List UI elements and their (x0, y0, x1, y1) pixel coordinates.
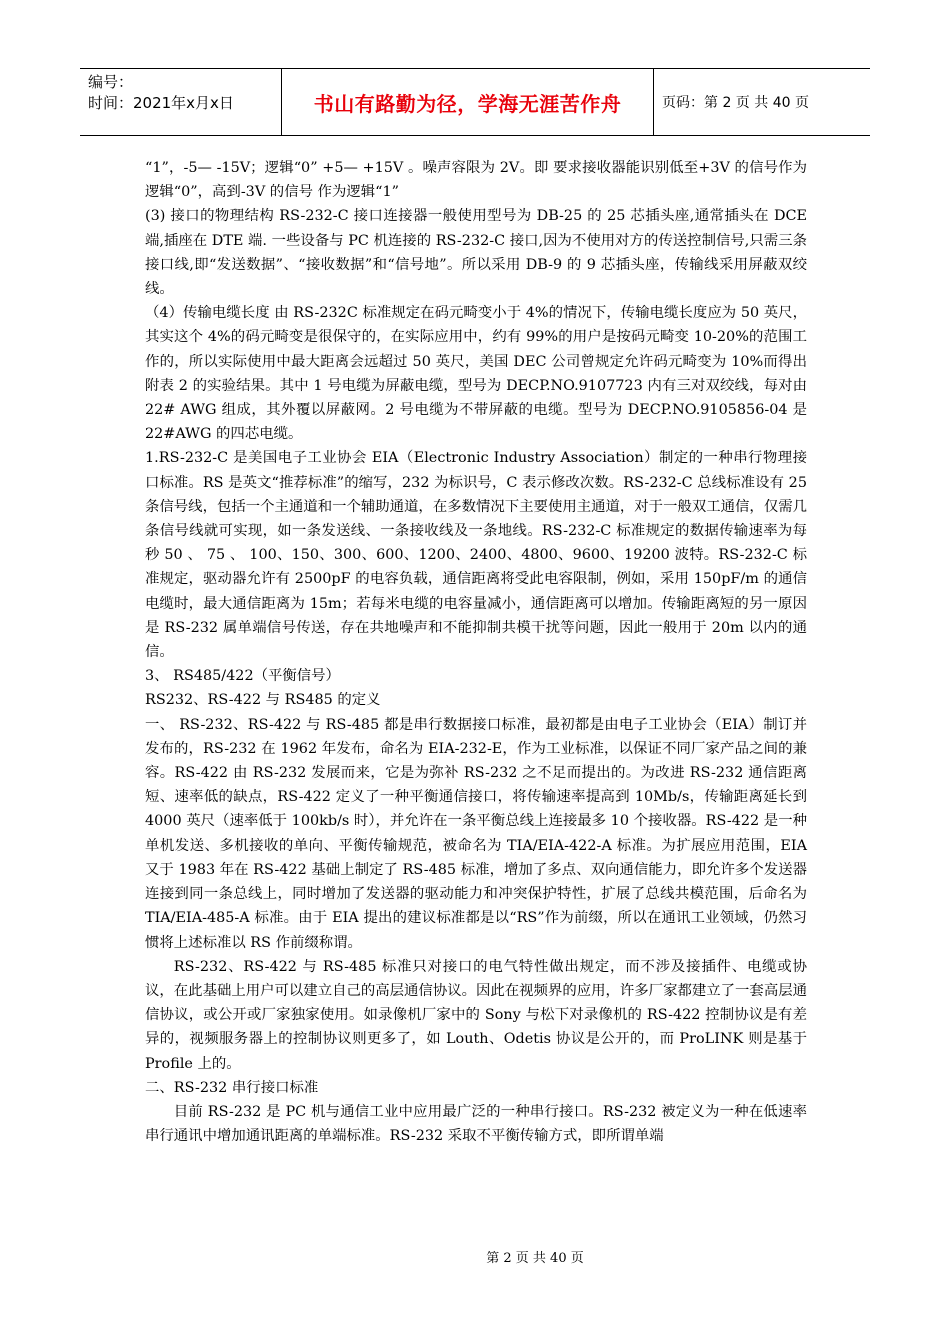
section-heading-rs485-422: 3、 RS485/422（平衡信号） (145, 668, 340, 685)
header-meta (80, 69, 282, 135)
page-footer: 第 2 页 共 40 页 (486, 1251, 584, 1266)
paragraph-rs232c-standard: 1.RS-232-C 是美国电子工业协会 EIA（Electronic Industry Association）制定的一种串行物理接口标准。RS 是英文“推荐标准”的缩写，232 为标识号，C 表示修改次数。RS-232-C 总线标准设有 25 条信号线，包括一个主通道和一个辅助通道，在多数情况下主要使用主通道，对于一般双工通信，仅需几条信号线就可实现，如一条发送线、一条接收线及一条地线。RS-232-C 标准规定的数据传输速率为每秒 50 、 75 、 100、150、300、600、1200、2400、4800、9600、19200 波特。RS-232-C 标准规定，驱动器允许有 2500pF 的电容负载，通信距离将受此电容限制，例如，采用 150pF/m 的通信电缆时，最大通信距离为 15m；若每米电缆的电容量减小，通信距离可以增加。传输距离短的另一原因是 RS-232 属单端信号传送，存在共地噪声和不能抑制共模干扰等问题，因此一般用于 20m 以内的通信。 (145, 450, 807, 661)
section-heading-rs232: 二、RS-232 串行接口标准 (145, 1079, 319, 1096)
paragraph-logic-levels: “1”，-5— -15V；逻辑“0” +5— +15V 。噪声容限为 2V。即 要求接收器能识别低至+3V 的信号作为逻辑“0”，高到-3V 的信号 作为逻辑“1” (145, 160, 807, 201)
paragraph-physical-structure: (3) 接口的物理结构 RS-232-C 接口连接器一般使用型号为 DB-25 的 25 芯插头座,通常插头在 DCE 端,插座在 DTE 端. 一些设备与 PC 机连接的 RS-232-C 接口,因为不使用对方的传送控制信号,只需三条接口线,即“发送数据”、“接收数据”和“信号地”。所以采用 DB-9 的 9 芯插头座，传输线采用屏蔽双绞线。 (145, 208, 807, 298)
header-page-number: 页码：第 2 页 共 40 页 (662, 95, 809, 111)
paragraph-definitions: 一、 RS-232、RS-422 与 RS-485 都是串行数据接口标准，最初都是由电子工业协会（EIA）制订并发布的，RS-232 在 1962 年发布，命名为 EIA-232-E，作为工业标准，以保证不同厂家产品之间的兼容。RS-422 由 RS-232 发展而来，它是为弥补 RS-232 之不足而提出的。为改进 RS-232 通信距离短、速率低的缺点，RS-422 定义了一种平衡通信接口，将传输速率提高到 10Mb/s，传输距离延长到 4000 英尺（速率低于 100kb/s 时），并允许在一条平衡总线上连接最多 10 个接收器。RS-422 是一种单机发送、多机接收的单向、平衡传输规范，被命名为 TIA/EIA-422-A 标准。为扩展应用范围，EIA 又于 1983 年在 RS-422 基础上制定了 RS-485 标准，增加了多点、双向通信能力，即允许多个发送器连接到同一条总线上，同时增加了发送器的驱动能力和冲突保护特性，扩展了总线共模范围，后命名为 TIA/EIA-485-A 标准。由于 EIA 提出的建议标准都是以“RS”作为前缀，所以在通讯工业领域，仍然习惯将上述标准以 RS 作前缀称谓。 (145, 716, 807, 951)
header-time: 时间：2021年x月x日 (88, 94, 234, 112)
header-motto: 书山有路勤为径，学海无涯苦作舟 (282, 69, 654, 135)
header-number: 编号： (88, 73, 134, 91)
section-heading-definitions: RS232、RS-422 与 RS485 的定义 (145, 692, 381, 709)
paragraph-rs232-intro: 目前 RS-232 是 PC 机与通信工业中应用最广泛的一种串行接口。RS-232 被定义为一种在低速率串行通讯中增加通讯距离的单端标准。RS-232 采取不平衡传输方式，即所谓单端 (145, 1103, 807, 1145)
paragraph-electrical-spec: RS-232、RS-422 与 RS-485 标准只对接口的电气特性做出规定，而不涉及接插件、电缆或协议，在此基础上用户可以建立自己的高层通信协议。因此在视频界的应用，许多厂家都建立了一套高层通信协议，或公开或厂家独家使用。如录像机厂家中的 Sony 与松下对录像机的 RS-422 控制协议是有差异的，视频服务器上的控制协议则更多了，如 Louth、Odetis 协议是公开的，而 ProLINK 则是基于 Profile 上的。 (145, 958, 807, 1072)
page-header (80, 68, 870, 136)
paragraph-cable-length: （4）传输电缆长度 由 RS-232C 标准规定在码元畸变小于 4%的情况下，传输电缆长度应为 50 英尺，其实这个 4%的码元畸变是很保守的，在实际应用中，约有 99%的用户是按码元畸变 10-20%的范围工作的，所以实际使用中最大距离会远超过 50 英尺，美国 DEC 公司曾规定允许码元畸变为 10%而得出附表 2 的实验结果。其中 1 号电缆为屏蔽电缆，型号为 DECP.NO.9107723 内有三对双绞线，每对由 22# AWG 组成，其外覆以屏蔽网。2 号电缆为不带屏蔽的电缆。型号为 DECP.NO.9105856-04 是 22#AWG 的四芯电缆。 (145, 305, 807, 443)
document-body (145, 156, 807, 1148)
